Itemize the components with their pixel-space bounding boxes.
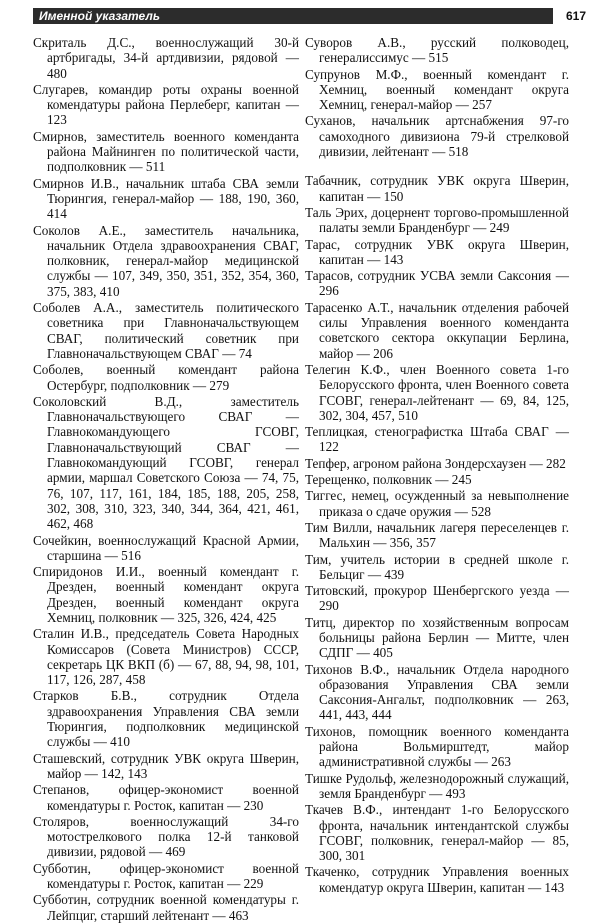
index-entry: Ткаченко, сотрудник Управления военных комендатур округа Шверин, капитан — 143 (305, 864, 569, 895)
index-entry: Суханов, начальник артснабжения 97-го самоходного дивизиона 79-й стрелковой дивизии, лейтенант — 518 (305, 113, 569, 160)
index-entry: Спиридонов И.И., военный комендант г. Дрезден, военный комендант округа Дрезден, военный комендант округа Хемниц, полковник — 325, 326, 424, 425 (33, 564, 299, 625)
index-entry: Старков Б.В., сотрудник Отдела здравоохранения Управления СВА земли Тюрингия, подполковник медицинской службы — 410 (33, 688, 299, 750)
index-entry: Терещенко, полковник — 245 (305, 472, 472, 488)
index-column-left (33, 35, 299, 924)
index-column-right (305, 35, 569, 896)
index-entry: Титовский, прокурор Шенбергского уезда — 290 (305, 583, 569, 614)
index-entry: Соколов А.Е., заместитель начальника, начальник Отдела здравоохранения СВАГ, полковник, генерал-майор медицинской службы — 107, 349, 350, 351, 352, 354, 360, 375, 383, 410 (33, 222, 299, 299)
index-entry: Сталин И.В., председатель Совета Народных Комиссаров (Совета Министров) СССР, секретарь ЦК ВКП (б) — 67, 88, 94, 98, 101, 117, 126, 287, 458 (33, 626, 299, 688)
index-entry: Тихонов, помощник военного коменданта района Вольмирштедт, майор административной службы — 263 (305, 723, 569, 770)
index-entry: Титц, директор по хозяйственным вопросам больницы района Берлин — Митте, член СДПГ — 405 (305, 614, 569, 661)
index-entry: Сташевский, сотрудник УВК округа Шверин, майор — 142, 143 (33, 750, 299, 781)
index-entry: Тим, учитель истории в средней школе г. Бельциг — 439 (305, 551, 569, 582)
index-entry: Тепфер, агроном района Зондерсхаузен — 282 (305, 455, 566, 471)
index-entry: Ткачев В.Ф., интендант 1-го Белорусского фронта, начальник интендантской службы ГСОВГ, полковник, генерал-майор — 85, 300, 301 (305, 802, 569, 864)
index-entry: Смирнов И.В., начальник штаба СВА земли Тюрингия, генерал-майор — 188, 190, 360, 414 (33, 175, 299, 222)
index-entry: Супрунов М.Ф., военный комендант г. Хемниц, военный комендант округа Хемниц, генерал-майор — 257 (305, 66, 569, 113)
index-entry: Смирнов, заместитель военного коменданта района Майнинген по политической части, подполковник — 511 (33, 128, 299, 175)
index-entry: Суворов А.В., русский полководец, генералиссимус — 515 (305, 35, 569, 66)
index-entry: Теплицкая, стенографистка Штаба СВАГ — 122 (305, 424, 569, 455)
index-entry: Тарасов, сотрудник УСВА земли Саксония — 296 (305, 268, 569, 299)
header-bar (33, 8, 553, 24)
index-entry: Табачник, сотрудник УВК округа Шверин, капитан — 150 (305, 173, 569, 204)
index-entry: Соболев А.А., заместитель политического советника при Главноначальствующем СВАГ, политический советник при Главноначальствующем СВАГ — 74 (33, 300, 299, 361)
index-entry: Субботин, офицер-экономист военной комендатуры г. Росток, капитан — 229 (33, 860, 299, 892)
index-entry: Субботин, сотрудник военной комендатуры г. Лейпциг, старший лейтенант — 463 (33, 892, 299, 923)
index-entry: Степанов, офицер-экономист военной комендатуры г. Росток, капитан — 230 (33, 782, 299, 813)
index-entry: Соколовский В.Д., заместитель Главноначальствующего СВАГ — Главнокомандующего ГСОВГ, Главноначальствующий СВАГ — Главнокомандующий ГСОВГ, генерал армии, маршал Советского Союза — 74, 75, 76, 107, 117, 161, 184, 185, 188, 205, 258, 302, 308, 310, 323, 340, 344, 364, 421, 461, 462, 468 (33, 393, 299, 532)
index-entry: Сочейкин, военнослужащий Красной Армии, старшина — 516 (33, 532, 299, 563)
index-entry: Слугарев, командир роты охраны военной комендатуры района Перлеберг, капитан — 123 (33, 81, 299, 128)
index-entry: Тишке Рудольф, железнодорожный служащий, земля Бранденбург — 493 (305, 770, 569, 801)
running-header (33, 8, 586, 28)
page-number: 617 (565, 9, 586, 23)
index-entry: Телегин К.Ф., член Военного совета 1-го Белорусского фронта, член Военного совета ГСОВГ, генерал-лейтенант — 69, 84, 125, 302, 304, 457, 510 (305, 361, 569, 423)
index-entry: Соболев, военный комендант района Остербург, подполковник — 279 (33, 362, 299, 393)
index-entry: Столяров, военнослужащий 34-го мотострелкового полка 12-й танковой дивизии, рядовой — 469 (33, 813, 299, 860)
index-entry: Тим Вилли, начальник лагеря переселенцев г. Мальхин — 356, 357 (305, 519, 569, 551)
index-entry: Тарасенко А.Т., начальник отделения рабочей силы Управления военного коменданта советского сектора оккупации Берлина, майор — 206 (305, 299, 569, 361)
index-entry: Тиггес, немец, осужденный за невыполнение приказа о сдаче оружия — 528 (305, 488, 569, 519)
index-entry: Таль Эрих, доцернент торгово-промышленной палаты земли Бранденбург — 249 (305, 204, 569, 236)
index-entry: Тарас, сотрудник УВК округа Шверин, капитан — 143 (305, 236, 569, 267)
index-entry: Скриталь Д.С., военнослужащий 30-й артбригады, 34-й артдивизии, рядовой — 480 (33, 35, 299, 81)
section-title: Именной указатель (39, 9, 160, 23)
index-entry: Тихонов В.Ф., начальник Отдела народного образования Управления СВА земли Саксония-Ангальт, подполковник — 263, 441, 443, 444 (305, 661, 569, 723)
